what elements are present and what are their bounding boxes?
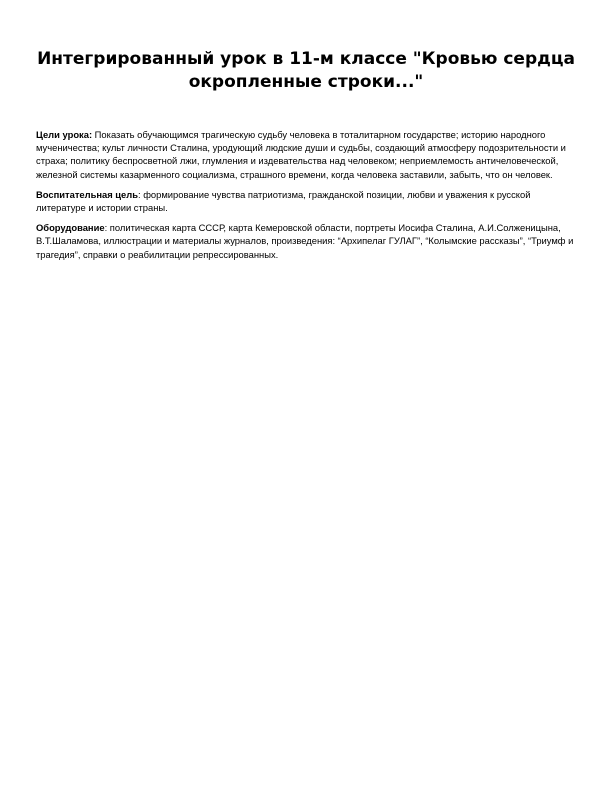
document-body [36,128,576,261]
lesson-goals-label: Цели урока: [36,129,93,140]
equipment-label: Оборудование [36,222,105,234]
educational-goal-paragraph [36,188,576,214]
lesson-goals-text: Показать обучающимся трагическую судьбу человека в тоталитарном государстве; историю народного мученичества; культ личности Сталина, уродующий людские души и судьбы, создающий атмосферу подозрительности и страха; политику беспросветной лжи, глумления и издевательства над человеком; неприемлемость античеловеческой, железной системы казарменного социализма, страшного времени, когда человека заставили, забыть, что он человек. [36,129,566,180]
lesson-goals-paragraph [36,128,576,181]
equipment-paragraph [36,221,576,261]
educational-goal-text: : формирование чувства патриотизма, гражданской позиции, любви и уважения к русской литературе и истории страны. [36,188,531,214]
equipment-text: : политическая карта СССР, карта Кемеровской области, портреты Иосифа Сталина, А.И.Солженицына, В.Т.Шаламова, иллюстрации и материалы журналов, произведения: “Архипелаг ГУЛАГ”, “Колымские рассказы”, “Триумф и трагедия”, справки о реабилитации репрессированных. [36,222,574,260]
educational-goal-label: Воспитательная цель [36,188,138,200]
page-title: Интегрированный урок в 11-м классе "Кровью сердца окропленные строки..." [37,49,575,92]
